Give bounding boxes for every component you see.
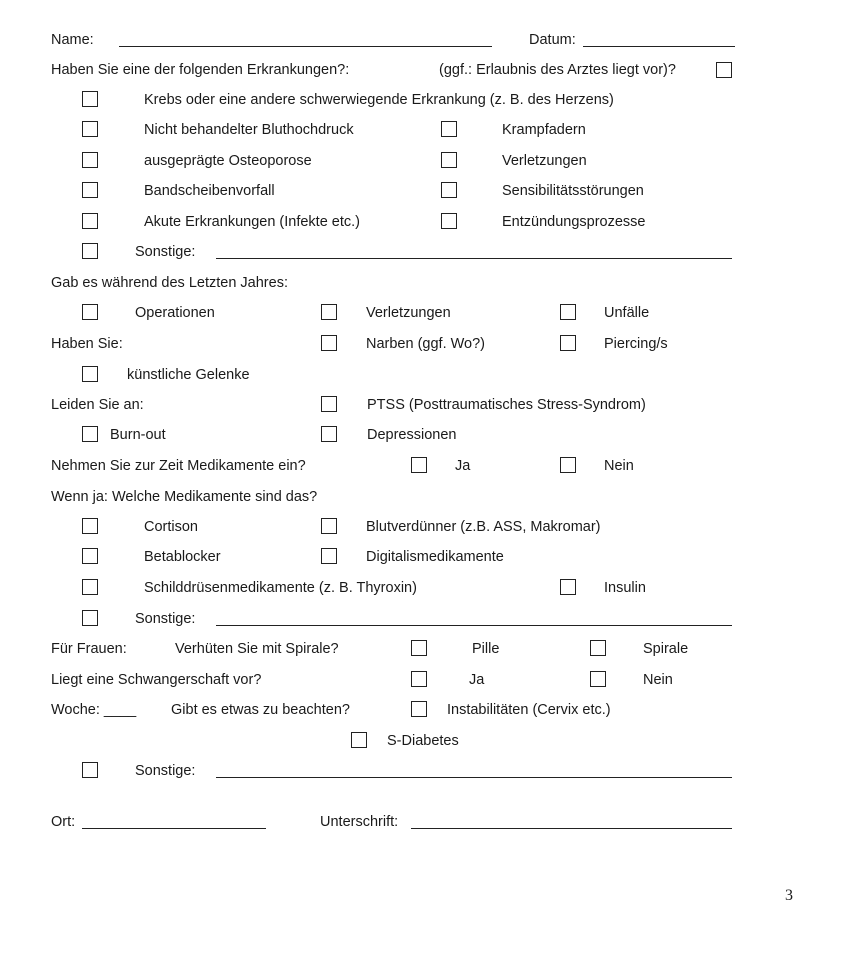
pregnancy-question: Liegt eine Schwangerschaft vor? (51, 672, 262, 688)
medication-other-label: Sonstige: (135, 611, 196, 627)
name-label: Name: (51, 32, 94, 48)
sensitivity-label: Sensibilitätsstörungen (502, 183, 644, 199)
diseases-question: Haben Sie eine der folgenden Erkrankungen?: (51, 62, 350, 78)
medication-no-label: Nein (604, 458, 634, 474)
operations-checkbox[interactable] (82, 304, 98, 320)
insulin-label: Insulin (604, 580, 646, 596)
inflammation-label: Entzündungsprozesse (502, 214, 646, 230)
pregnancy-yes-label: Ja (469, 672, 485, 688)
insulin-checkbox[interactable] (560, 579, 576, 595)
diseases-other-label: Sonstige: (135, 244, 196, 260)
coil-checkbox[interactable] (590, 640, 606, 656)
scars-label: Narben (ggf. Wo?) (366, 336, 486, 352)
medication-yes-label: Ja (455, 458, 471, 474)
beta-blocker-checkbox[interactable] (82, 548, 98, 564)
acute-illness-label: Akute Erkrankungen (Infekte etc.) (144, 214, 360, 230)
women-other-label: Sonstige: (135, 763, 196, 779)
name-field[interactable] (119, 46, 492, 47)
disc-prolapse-label: Bandscheibenvorfall (144, 183, 275, 199)
injuries-label: Verletzungen (502, 153, 587, 169)
hypertension-label: Nicht behandelter Bluthochdruck (144, 122, 354, 138)
depression-label: Depressionen (367, 427, 457, 443)
piercing-label: Piercing/s (604, 336, 668, 352)
ptsd-checkbox[interactable] (321, 396, 337, 412)
date-field[interactable] (583, 46, 735, 47)
ptsd-label: PTSS (Posttraumatisches Stress-Syndrom) (367, 397, 646, 413)
signature-field[interactable] (411, 828, 732, 829)
date-label: Datum: (529, 32, 576, 48)
pregnancy-yes-checkbox[interactable] (411, 671, 427, 687)
suffer-question: Leiden Sie an: (51, 397, 144, 413)
hypertension-checkbox[interactable] (82, 121, 98, 137)
scars-checkbox[interactable] (321, 335, 337, 351)
last-year-question: Gab es während des Letzten Jahres: (51, 275, 288, 291)
page-number: 3 (785, 887, 793, 904)
women-other-checkbox[interactable] (82, 762, 98, 778)
pill-checkbox[interactable] (411, 640, 427, 656)
pregnancy-no-label: Nein (643, 672, 673, 688)
medication-which: Wenn ja: Welche Medikamente sind das? (51, 489, 318, 505)
inflammation-checkbox[interactable] (441, 213, 457, 229)
diabetes-checkbox[interactable] (351, 732, 367, 748)
cortisone-label: Cortison (144, 519, 198, 535)
osteoporosis-label: ausgeprägte Osteoporose (144, 153, 312, 169)
sensitivity-checkbox[interactable] (441, 182, 457, 198)
operations-label: Operationen (135, 305, 215, 321)
medication-question: Nehmen Sie zur Zeit Medikamente ein? (51, 458, 306, 474)
medication-yes-checkbox[interactable] (411, 457, 427, 473)
have-question: Haben Sie: (51, 336, 123, 352)
women-label: Für Frauen: (51, 641, 127, 657)
blood-thinner-label: Blutverdünner (z.B. ASS, Makromar) (366, 519, 601, 535)
diseases-other-field[interactable] (216, 258, 732, 259)
injuries-checkbox[interactable] (441, 152, 457, 168)
burnout-label: Burn-out (110, 427, 166, 443)
coil-label: Spirale (643, 641, 689, 657)
cancer-checkbox[interactable] (82, 91, 98, 107)
artificial-joints-checkbox[interactable] (82, 366, 98, 382)
medication-no-checkbox[interactable] (560, 457, 576, 473)
diseases-other-checkbox[interactable] (82, 243, 98, 259)
artificial-joints-label: künstliche Gelenke (127, 367, 250, 383)
cortisone-checkbox[interactable] (82, 518, 98, 534)
varicose-label: Krampfadern (502, 122, 586, 138)
disc-prolapse-checkbox[interactable] (82, 182, 98, 198)
medication-other-checkbox[interactable] (82, 610, 98, 626)
accidents-label: Unfälle (604, 305, 650, 321)
place-field[interactable] (82, 828, 266, 829)
notes-question: Gibt es etwas zu beachten? (171, 702, 350, 718)
contraception-question: Verhüten Sie mit Spirale? (175, 641, 339, 657)
accidents-checkbox[interactable] (560, 304, 576, 320)
thyroid-label: Schilddrüsenmedikamente (z. B. Thyroxin) (144, 580, 417, 596)
cancer-label: Krebs oder eine andere schwerwiegende Erkrankung (z. B. des Herzens) (144, 92, 614, 108)
diabetes-label: S-Diabetes (387, 733, 459, 749)
digitalis-checkbox[interactable] (321, 548, 337, 564)
pill-label: Pille (472, 641, 500, 657)
medication-other-field[interactable] (216, 625, 732, 626)
place-label: Ort: (51, 814, 76, 830)
blood-thinner-checkbox[interactable] (321, 518, 337, 534)
digitalis-label: Digitalismedikamente (366, 549, 504, 565)
varicose-checkbox[interactable] (441, 121, 457, 137)
osteoporosis-checkbox[interactable] (82, 152, 98, 168)
permission-checkbox[interactable] (716, 62, 732, 78)
thyroid-checkbox[interactable] (82, 579, 98, 595)
permission-label: (ggf.: Erlaubnis des Arztes liegt vor)? (439, 62, 676, 78)
burnout-checkbox[interactable] (82, 426, 98, 442)
instability-checkbox[interactable] (411, 701, 427, 717)
last-year-injuries-label: Verletzungen (366, 305, 451, 321)
depression-checkbox[interactable] (321, 426, 337, 442)
instability-label: Instabilitäten (Cervix etc.) (447, 702, 611, 718)
week-field[interactable]: Woche: ____ (51, 702, 137, 718)
acute-illness-checkbox[interactable] (82, 213, 98, 229)
piercing-checkbox[interactable] (560, 335, 576, 351)
women-other-field[interactable] (216, 777, 732, 778)
pregnancy-no-checkbox[interactable] (590, 671, 606, 687)
signature-label: Unterschrift: (320, 814, 399, 830)
last-year-injuries-checkbox[interactable] (321, 304, 337, 320)
beta-blocker-label: Betablocker (144, 549, 221, 565)
